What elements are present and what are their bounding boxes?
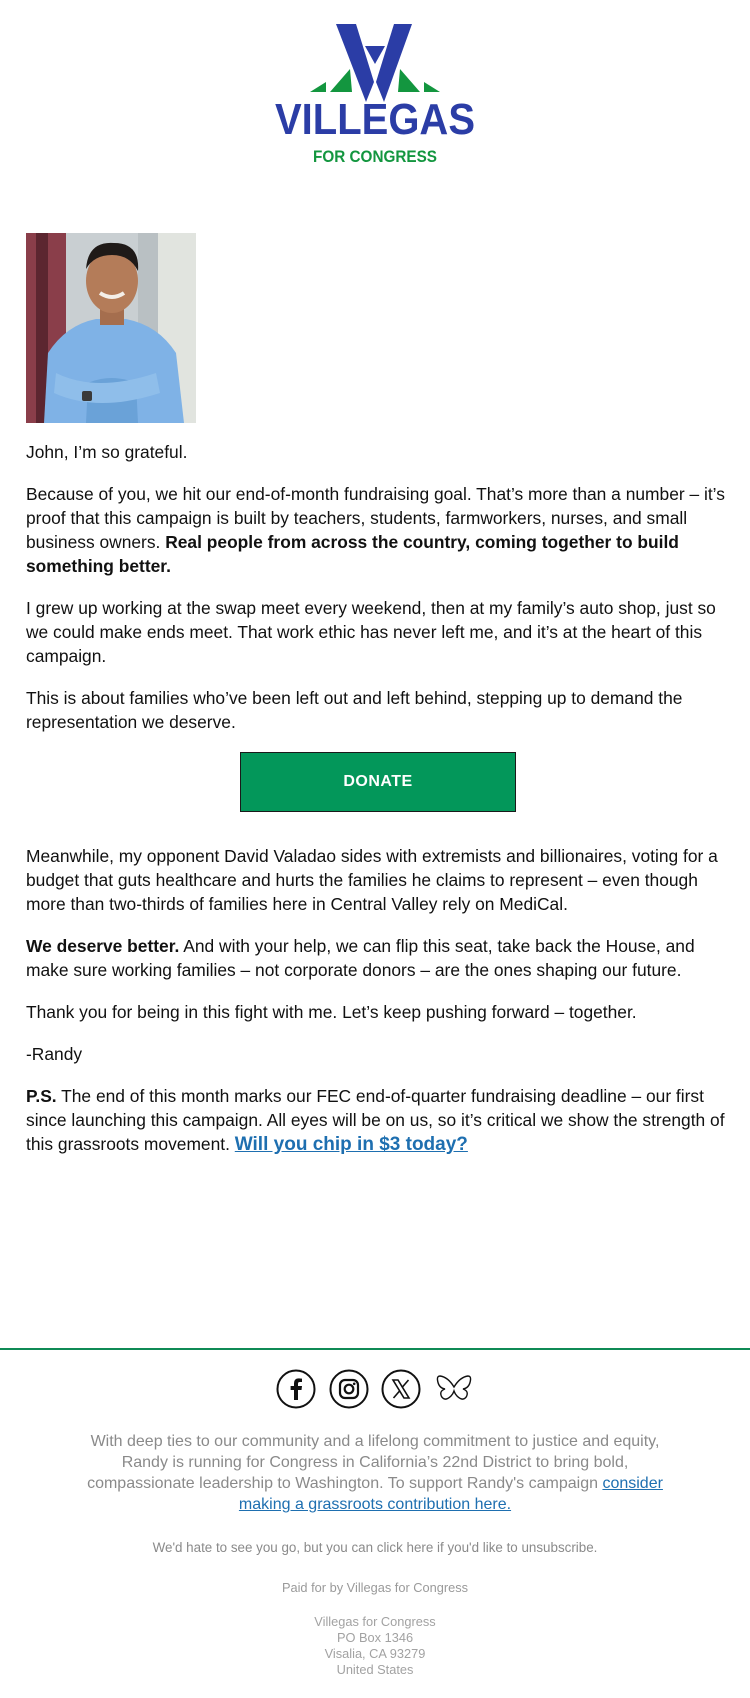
x-icon[interactable] <box>381 1369 421 1409</box>
address-line: PO Box 1346 <box>336 1630 414 1645</box>
paragraph-background: I grew up working at the swap meet every weekend, then at my family’s auto shop, just so we could make ends meet. That work ethic has never left me, and it’s at the heart of this campaign. <box>26 598 716 666</box>
logo-name: VILLEGAS <box>275 95 475 144</box>
logo-triangle-right-small <box>424 82 440 92</box>
logo-triangle-right <box>398 69 420 92</box>
campaign-logo[interactable] <box>270 24 480 170</box>
mailing-address <box>0 1614 750 1678</box>
address-line: Villegas for Congress <box>314 1614 436 1629</box>
footer-blurb-text: With deep ties to our community and a lifelong commitment to justice and equity, Randy is running for Congress in California’s 22nd District to bring bold, compassionate leadership to Washington. To support Randy's campaign <box>87 1433 660 1492</box>
donate-button[interactable]: DONATE <box>240 752 516 812</box>
footer-divider <box>0 1348 750 1350</box>
paragraph-thanks: Thank you for being in this fight with me. Let’s keep pushing forward – together. <box>26 1002 637 1022</box>
logo-triangle-left-small <box>310 82 326 92</box>
postscript-text: The end of this month marks our FEC end-of-quarter fundraising deadline – our first since launching this campaign. All eyes will be on us, so it’s critical we show the strength of this grassroots movement. <box>26 1086 725 1154</box>
paragraph-better <box>26 934 730 982</box>
paragraph-better-bold: We deserve better. <box>26 936 180 956</box>
paid-for-disclaimer: Paid for by Villegas for Congress <box>281 1580 469 1595</box>
address-line: Visalia, CA 93279 <box>324 1646 426 1661</box>
unsubscribe-link[interactable]: We'd hate to see you go, but you can click here if you'd like to unsubscribe. <box>152 1540 598 1555</box>
address-line: United States <box>336 1662 414 1677</box>
footer-blurb <box>70 1431 680 1515</box>
donate-wrapper <box>26 752 730 812</box>
signoff: -Randy <box>26 1044 83 1064</box>
paragraph-better-text: And with your help, we can flip this seat, take back the House, and make sure working families – not corporate donors – are the ones shaping our future. <box>26 936 695 980</box>
logo-v-center <box>365 46 385 64</box>
greeting: John, I’m so grateful. <box>26 442 188 462</box>
paragraph-opponent: Meanwhile, my opponent David Valadao sides with extremists and billionaires, voting for a budget that guts healthcare and hurts the families he claims to represent – even though more than two-thirds of families here in Central Valley rely on MediCal. <box>26 846 718 914</box>
paragraph-goal <box>26 482 730 578</box>
logo-triangle-left <box>330 69 352 92</box>
email-body <box>26 440 730 1175</box>
facebook-icon[interactable] <box>276 1369 316 1409</box>
chip-in-link[interactable]: Will you chip in $3 today? <box>234 1134 468 1155</box>
email-page <box>0 24 750 1677</box>
paragraph-goal-bold: Real people from across the country, coming together to build something better. <box>26 532 679 576</box>
paragraph-goal-text: Because of you, we hit our end-of-month fundraising goal. That’s more than a number – it’s proof that this campaign is built by teachers, students, farmworkers, nurses, and small business owners. <box>26 484 725 552</box>
social-links <box>0 1369 750 1409</box>
postscript-label: P.S. <box>26 1086 57 1106</box>
instagram-icon[interactable] <box>329 1369 369 1409</box>
bluesky-icon[interactable] <box>434 1369 474 1409</box>
paragraph-families: This is about families who’ve been left out and left behind, stepping up to demand the representation we deserve. <box>26 688 683 732</box>
candidate-photo <box>26 233 196 423</box>
contribution-link[interactable]: consider making a grassroots contribution here. <box>238 1475 663 1513</box>
postscript <box>26 1084 730 1157</box>
logo-subtitle: FOR CONGRESS <box>313 147 437 166</box>
